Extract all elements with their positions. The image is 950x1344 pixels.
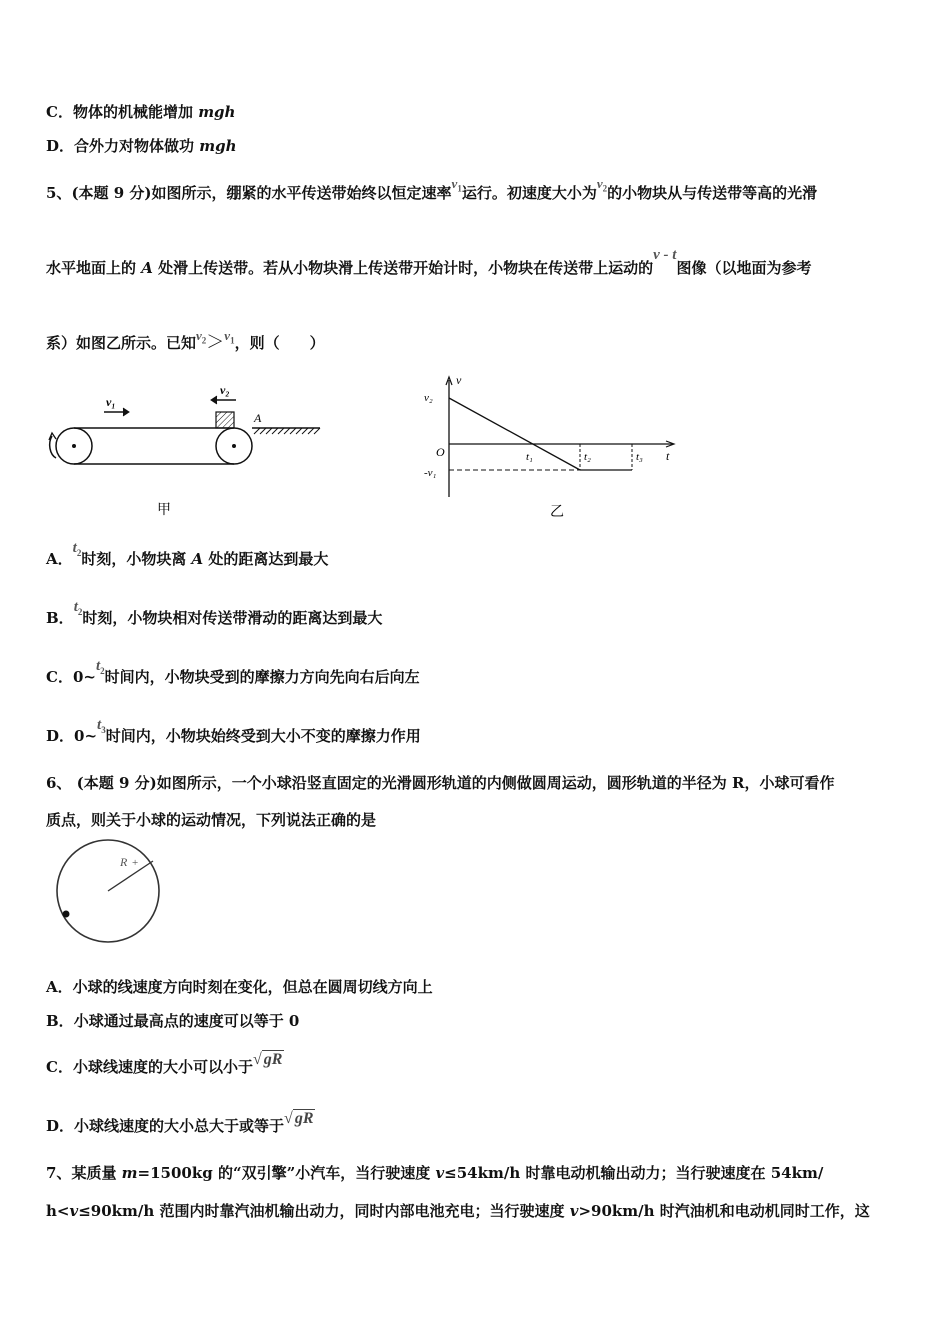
ball xyxy=(63,911,70,918)
q4-option-c: C．物体的机械能增加 mgh xyxy=(46,103,236,121)
t2-symbol: $t_2$ xyxy=(73,599,83,617)
q6-option-b[interactable]: B．小球通过最高点的速度可以等于 0 xyxy=(46,1012,300,1030)
q6-option-c[interactable]: C．小球线速度的大小可以小于√ gR xyxy=(46,1051,283,1076)
neg-v1-tick-label: -v₁ xyxy=(424,467,437,479)
v2-tick-label: v₂ xyxy=(424,392,433,404)
q6-stem-line2: 质点，则关于小球的运动情况，下列说法正确的是 xyxy=(46,811,377,829)
block xyxy=(216,412,234,428)
fig1-caption: 甲 xyxy=(157,503,171,518)
fig2-caption: 乙 xyxy=(550,505,564,520)
radius-label: R xyxy=(120,855,128,869)
sqrt-gR: √ gR xyxy=(284,1110,314,1127)
figure-circular-track xyxy=(50,836,170,948)
v1-symbol: $v_1$ xyxy=(451,176,462,194)
sqrt-gR: √ gR xyxy=(252,1051,283,1068)
t2-symbol: $t_2$ xyxy=(72,540,82,558)
v2-symbol: $v_2$ xyxy=(596,176,608,194)
q5-option-c[interactable]: C．$0\sim t_2$时间内，小物块受到的摩擦力方向先向右后向左 xyxy=(46,658,420,686)
q6-option-a[interactable]: A．小球的线速度方向时刻在变化，但总在圆周切线方向上 xyxy=(46,978,433,996)
q6-stem-line1: 6、 (本题 9 分)如图所示，一个小球沿竖直固定的光滑圆形轨道的内侧做圆周运动，圆形轨道的半径为 R，小球可看作 xyxy=(46,774,835,792)
t2-symbol: $t_2$ xyxy=(95,658,105,676)
fig1-v2-label: v₂ xyxy=(220,383,230,397)
vt-symbol: v - t xyxy=(653,247,677,263)
q5-stem-line1: 5、(本题 9 分)如图所示，绷紧的水平传送带始终以恒定速率$v_1$运行。初速度大小为$v_2$的小物块从与传送带等高的光滑 xyxy=(46,176,818,202)
q7-stem-line1: 7、某质量 m=1500kg 的“双引擎”小汽车，当行驶速度 v≤54km/h 时靠电动机输出动力；当行驶速度在 54km/ xyxy=(46,1164,824,1182)
t2-tick-label: t₂ xyxy=(584,451,591,463)
figure-conveyor-belt xyxy=(40,378,330,523)
fig1-A-label: A xyxy=(254,411,262,425)
velocity-line-decel xyxy=(449,398,580,470)
v2-symbol: $v_2$ xyxy=(196,328,207,346)
q5-option-d[interactable]: D．$0\sim t_3$时间内，小物块始终受到大小不变的摩擦力作用 xyxy=(46,717,421,745)
rotation-arrow-icon xyxy=(50,436,56,458)
q5-option-b[interactable]: B．$t_2$时刻，小物块相对传送带滑动的距离达到最大 xyxy=(46,599,383,627)
q5-stem-line3: 系）如图乙所示。已知$v_2>v_1$，则（ ） xyxy=(46,328,325,353)
t3-tick-label: t₃ xyxy=(636,451,643,463)
t1-tick-label: t₁ xyxy=(526,451,533,463)
q4-option-d: D．合外力对物体做功 mgh xyxy=(46,137,237,155)
origin-label: O xyxy=(436,445,445,459)
svg-text:+: + xyxy=(132,857,139,869)
fig1-v1-label: v₁ xyxy=(106,395,116,409)
q7-stem-line2: h<v≤90km/h 范围内时靠汽油机输出动力，同时内部电池充电；当行驶速度 v>90km/h 时汽油机和电动机同时工作，这 xyxy=(46,1202,870,1220)
t3-symbol: $t_3$ xyxy=(97,717,106,735)
v1-symbol: $v_1$ xyxy=(224,328,235,346)
radius-line xyxy=(108,861,153,891)
q5-option-a[interactable]: A．$t_2$时刻，小物块离 A 处的距离达到最大 xyxy=(46,540,329,568)
axis-t-label: t xyxy=(666,449,670,463)
q6-option-d[interactable]: D．小球线速度的大小总大于或等于√ gR xyxy=(46,1110,314,1135)
q5-stem-line2: 水平地面上的 A 处滑上传送带。若从小物块滑上传送带开始计时，小物块在传送带上运动的v - t图像（以地面为参考 xyxy=(46,247,812,277)
figure-vt-graph xyxy=(418,372,688,522)
axis-v-label: v xyxy=(456,373,462,387)
